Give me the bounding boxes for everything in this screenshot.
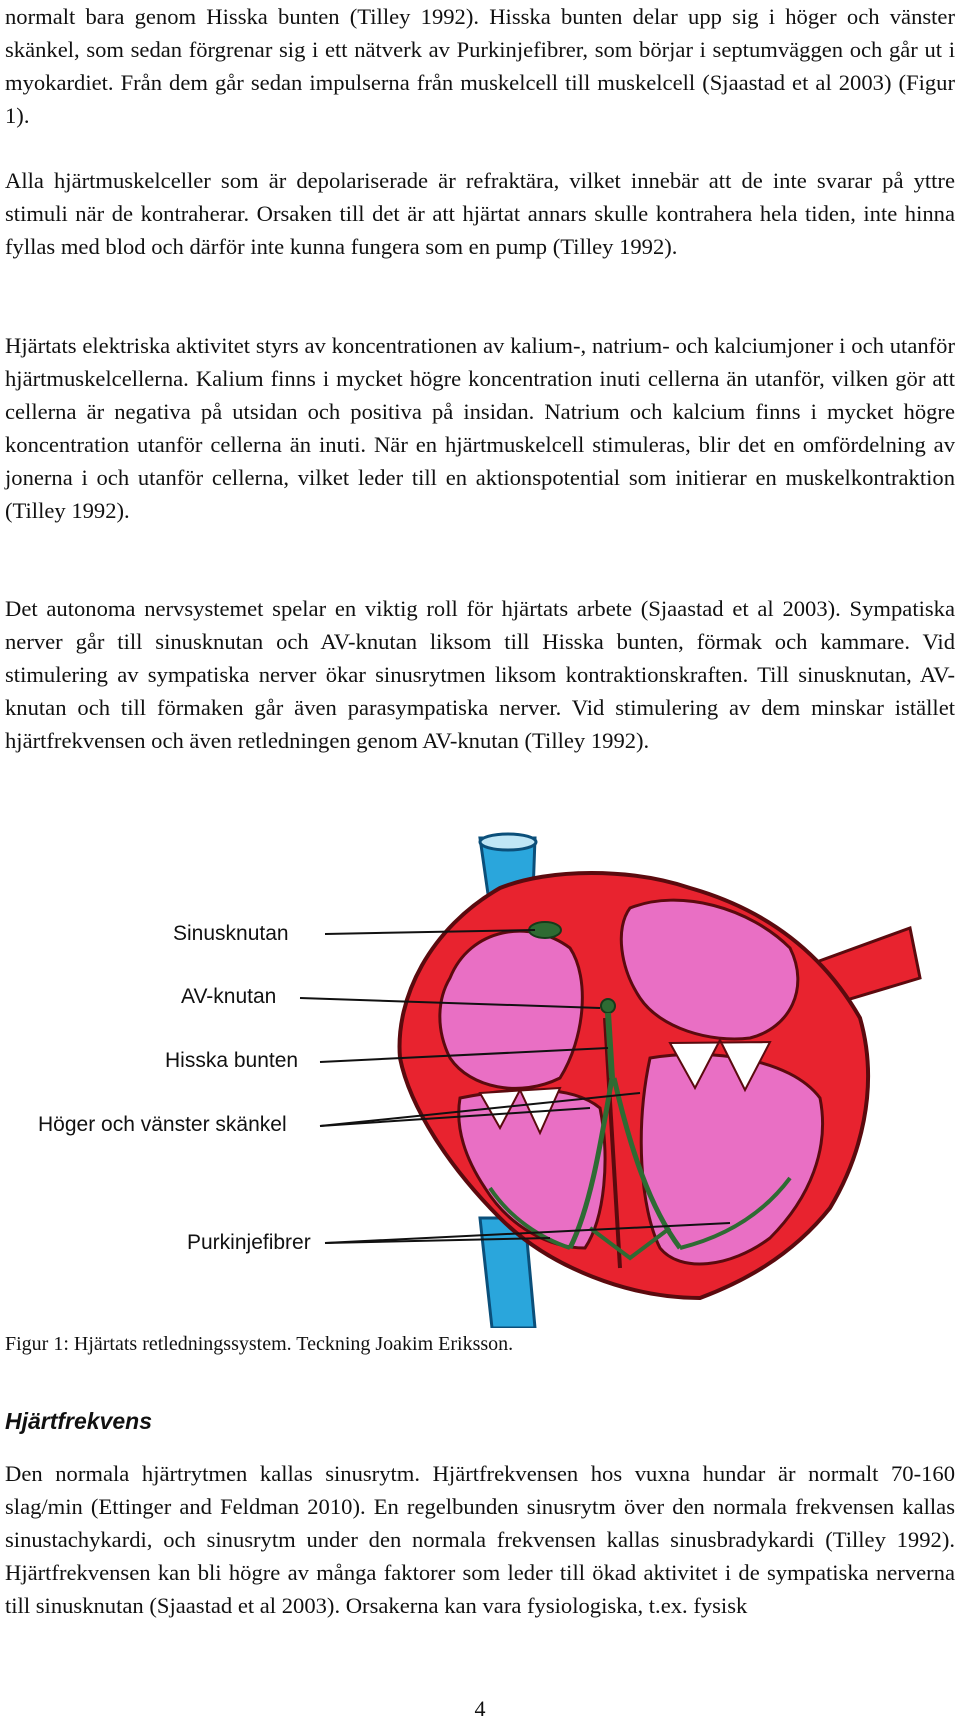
bundle-of-his: [608, 1013, 612, 1078]
label-skankel: Höger och vänster skänkel: [38, 1113, 287, 1136]
paragraph-autonomic: Det autonoma nervsystemet spelar en viktig roll för hjärtats arbete (Sjaastad et al 2003). Sympatiska nerver går till sinusknutan och AV-knutan liksom till Hisska bunten, förmak och kammare. Vid stimulering av sympatiska nerver ökar sinusrytmen liksom kontraktionskraften. Till sinusknutan, AV-knutan och till förmaken går även parasympatiska nerver. Vid stimulering av dem minskar istället hjärtfrekvensen och även retledningen genom AV-knutan (Tilley 1992).: [5, 596, 955, 753]
vessel-opening: [480, 834, 536, 850]
page-number: 4: [474, 1696, 486, 1721]
paragraph-heart-rate: Den normala hjärtrytmen kallas sinusrytm. Hjärtfrekvensen hos vuxna hundar är normalt 70-160 slag/min (Ettinger and Feldman 2010). En regelbunden sinusrytm över den normala frekvensen kallas sinustachykardi, och sinusrytm under den normala frekvensen kallas sinusbradykardi (Tilley 1992). Hjärtfrekvensen kan bli högre av många faktorer som leder till ökad aktivitet i de sympatiska nerverna till sinusknutan (Sjaastad et al 2003). Orsakerna kan vara fysiologiska, t.ex. fysisk: [5, 1461, 955, 1618]
paragraph-conduction-path: normalt bara genom Hisska bunten (Tilley 1992). Hisska bunten delar upp sig i höger och vänster skänkel, som sedan förgrenar sig i ett nätverk av Purkinjefibrer, som börjar i septumväggen och går ut i myokardiet. Från dem går sedan impulserna från muskelcell till muskelcell (Sjaastad et al 2003) (Figur 1).: [5, 4, 955, 128]
label-sinusknutan: Sinusknutan: [173, 922, 289, 945]
label-av-knutan: AV-knutan: [181, 985, 277, 1008]
section-heading: Hjärtfrekvens: [5, 1408, 153, 1434]
figure-caption: Figur 1: Hjärtats retledningssystem. Teckning Joakim Eriksson.: [5, 1333, 514, 1355]
label-hisska-bunten: Hisska bunten: [165, 1049, 299, 1072]
paragraph-electrolytes: Hjärtats elektriska aktivitet styrs av koncentrationen av kalium-, natrium- och kalciumjoner i och utanför hjärtmuskelcellerna. Kalium finns i mycket högre koncentration inuti cellerna än utanför, vilken gör att cellerna är negativa på utsidan och positiva på insidan. Natrium och kalcium finns i mycket högre koncentration utanför cellerna än inuti. När en hjärtmuskelcell stimuleras, blir det en omfördelning av jonerna i och utanför cellerna, vilket leder till en aktionspotential som initierar en muskelkontraktion (Tilley 1992).: [5, 333, 955, 523]
heart-conduction-figure: [30, 828, 930, 1328]
label-purkinjefibrer: Purkinjefibrer: [187, 1231, 311, 1254]
paragraph-refractory: Alla hjärtmuskelceller som är depolariserade är refraktära, vilket innebär att de inte svarar på yttre stimuli när de kontraherar. Orsaken till det är att hjärtat annars skulle kontrahera hela tiden, inte hinna fyllas med blod och därför inte kunna fungera som en pump (Tilley 1992).: [5, 168, 955, 259]
atrioventricular-node: [601, 999, 615, 1013]
